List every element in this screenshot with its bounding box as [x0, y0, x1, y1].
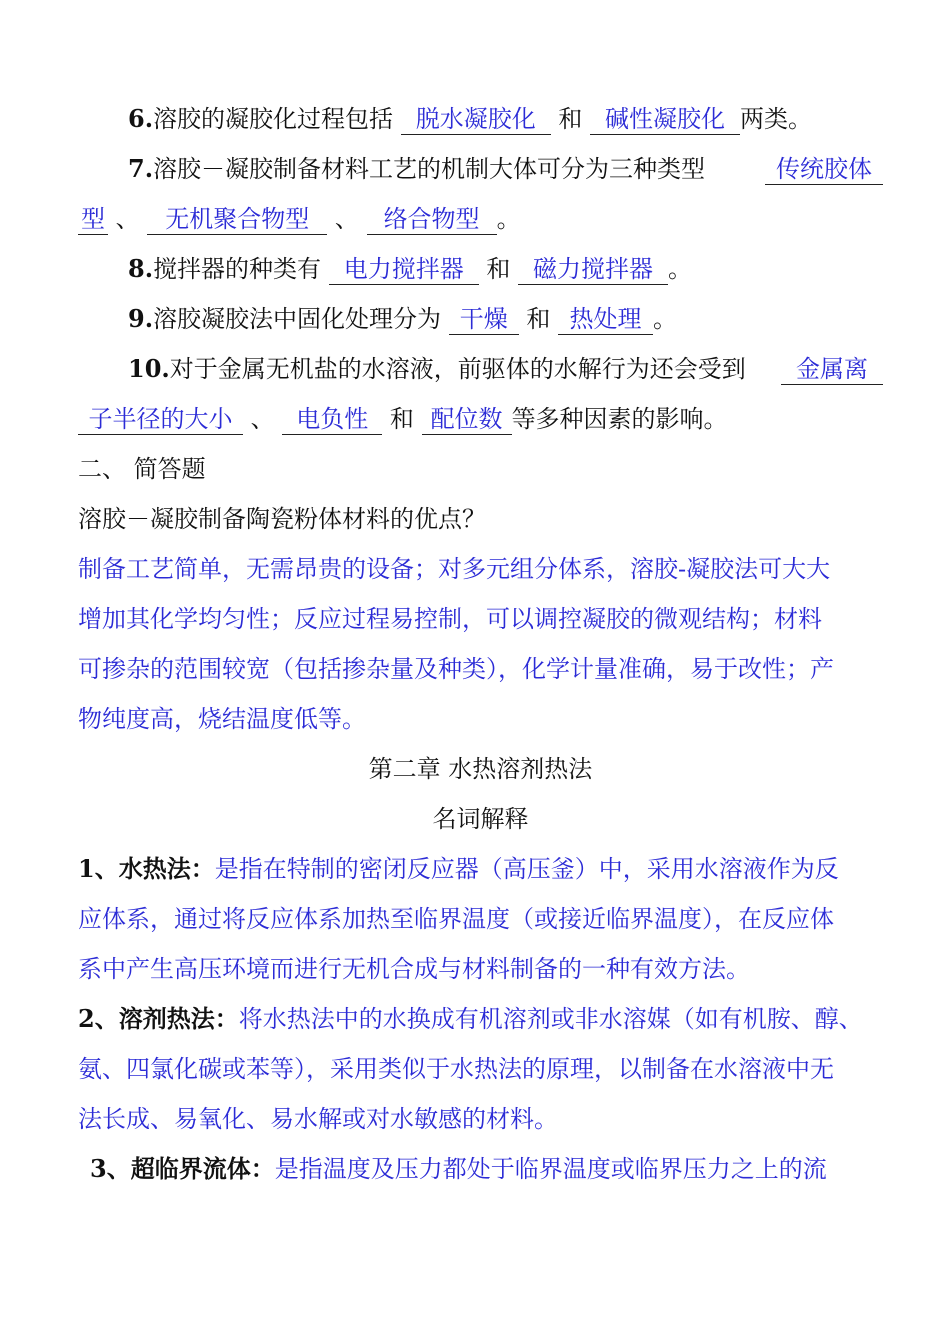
answer-line: 增加其化学均匀性；反应过程易控制，可以调控凝胶的微观结构；材料 — [78, 605, 822, 633]
connector-text: 和 — [526, 305, 551, 333]
section-heading: 二、 简答题 — [78, 455, 206, 483]
answer-blank: 干燥 — [449, 304, 519, 335]
definition-text: 法长成、易氧化、易水解或对水敏感的材料。 — [78, 1105, 558, 1133]
definition-text: 系中产生高压环境而进行无机合成与材料制备的一种有效方法。 — [78, 955, 750, 983]
definition-1 — [78, 854, 883, 884]
question-text: 对于金属无机盐的水溶液，前驱体的水解行为还会受到 — [169, 355, 746, 383]
question-10-continued — [78, 404, 883, 435]
answer-blank: 无机聚合物型 — [147, 204, 327, 235]
separator: 、 — [334, 205, 359, 233]
question-8 — [128, 254, 883, 285]
question-text: 溶胶－凝胶制备材料工艺的机制大体可分为三种类型 — [153, 155, 706, 183]
connector-text: 和 — [389, 405, 414, 433]
definition-text: 氨、四氯化碳或苯等），采用类似于水热法的原理，以制备在水溶液中无 — [78, 1055, 834, 1083]
question-text: 溶胶的凝胶化过程包括 — [153, 105, 394, 133]
question-number: 7. — [128, 154, 154, 183]
answer-blank: 电负性 — [282, 404, 382, 435]
definition-label: 1、水热法： — [78, 854, 215, 883]
definition-3 — [90, 1154, 883, 1184]
connector-text: 和 — [558, 105, 583, 133]
answer-blank: 磁力搅拌器 — [518, 254, 668, 285]
question-text: 。 — [667, 255, 692, 283]
answer-blank: 脱水凝胶化 — [401, 104, 551, 135]
question-number: 6. — [128, 104, 154, 133]
question-number: 8. — [128, 254, 154, 283]
answer-blank: 子半径的大小 — [78, 404, 243, 435]
question-text: 两类。 — [739, 105, 812, 133]
chapter-title: 第二章 水热溶剂热法 — [368, 755, 593, 783]
question-text: 等多种因素的影响。 — [511, 405, 728, 433]
separator: 、 — [115, 205, 140, 233]
short-answer-question: 溶胶－凝胶制备陶瓷粉体材料的优点？ — [78, 505, 486, 533]
question-7-continued — [78, 204, 883, 235]
question-number: 10. — [128, 354, 170, 383]
answer-blank: 碱性凝胶化 — [590, 104, 740, 135]
answer-line: 可掺杂的范围较宽（包括掺杂量及种类），化学计量准确，易于改性；产 — [78, 655, 834, 683]
subsection-title: 名词解释 — [432, 805, 529, 833]
answer-blank: 传统胶体 — [765, 154, 883, 185]
answer-line: 制备工艺简单，无需昂贵的设备；对多元组分体系，溶胶-凝胶法可大大 — [78, 555, 831, 583]
question-number: 9. — [128, 304, 154, 333]
answer-line: 物纯度高，烧结温度低等。 — [78, 705, 366, 733]
definition-label: 3、超临界流体： — [90, 1154, 275, 1183]
answer-blank: 金属离 — [781, 354, 883, 385]
answer-blank: 型 — [78, 204, 108, 235]
connector-text: 和 — [486, 255, 511, 283]
definition-text: 将水热法中的水换成有机溶剂或非水溶媒（如有机胺、醇、 — [238, 1005, 863, 1033]
definition-2 — [78, 1004, 883, 1034]
definition-text: 是指在特制的密闭反应器（高压釜）中，采用水溶液作为反 — [214, 855, 839, 883]
definition-text: 是指温度及压力都处于临界温度或临界压力之上的流 — [274, 1155, 827, 1183]
question-10 — [128, 354, 883, 384]
answer-blank: 配位数 — [422, 404, 512, 435]
question-text: 搅拌器的种类有 — [153, 255, 322, 283]
separator: 、 — [250, 405, 275, 433]
question-6 — [128, 104, 883, 135]
question-text: 。 — [496, 205, 521, 233]
definition-text: 应体系，通过将反应体系加热至临界温度（或接近临界温度），在反应体 — [78, 905, 834, 933]
answer-blank: 络合物型 — [367, 204, 497, 235]
question-text: 。 — [652, 305, 677, 333]
question-7 — [128, 154, 883, 184]
question-9 — [128, 304, 883, 335]
answer-blank: 热处理 — [558, 304, 653, 335]
definition-label: 2、溶剂热法： — [78, 1004, 239, 1033]
answer-blank: 电力搅拌器 — [329, 254, 479, 285]
question-text: 溶胶凝胶法中固化处理分为 — [153, 305, 442, 333]
